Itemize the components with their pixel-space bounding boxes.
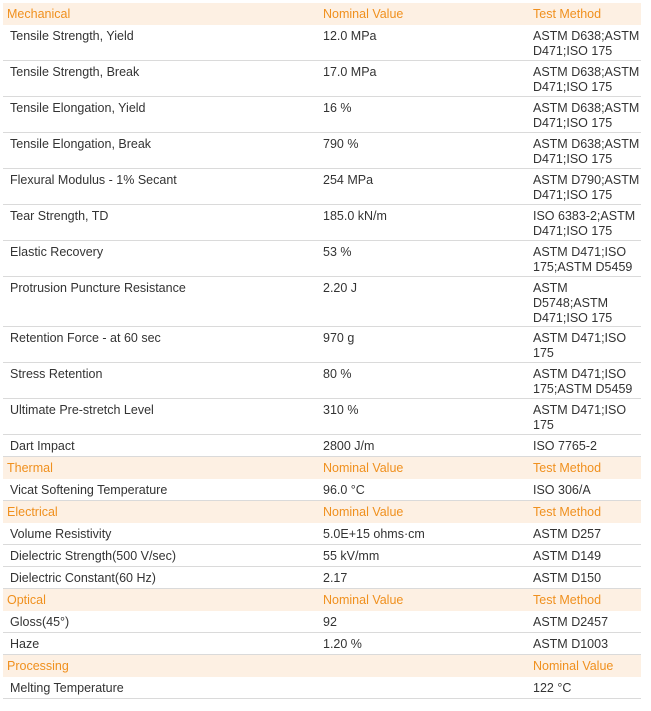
nominal-value xyxy=(323,677,533,698)
test-method: ASTM D638;ASTM D471;ISO 175 xyxy=(533,65,640,94)
table-row xyxy=(3,277,641,327)
table-row xyxy=(3,399,641,435)
test-method: ASTM D471;ISO 175;ASTM D5459 xyxy=(533,367,633,396)
table-row xyxy=(3,25,641,61)
property-name: Dart Impact xyxy=(10,439,75,453)
test-method: ASTM D5748;ASTM D471;ISO 175 xyxy=(533,281,613,325)
table-row xyxy=(3,97,641,133)
nominal-value: 2800 J/m xyxy=(323,439,375,453)
test-method: ASTM D2457 xyxy=(533,615,609,629)
property-name: Elastic Recovery xyxy=(10,245,104,259)
property-name: Stress Retention xyxy=(10,367,103,381)
nominal-value: 12.0 MPa xyxy=(323,29,377,43)
section-title: Electrical xyxy=(7,505,58,519)
nominal-value: 254 MPa xyxy=(323,173,374,187)
section-header-optical xyxy=(3,589,641,611)
test-method: ASTM D638;ASTM D471;ISO 175 xyxy=(533,137,640,166)
property-name: Volume Resistivity xyxy=(10,527,112,541)
section-title: Thermal xyxy=(7,461,53,475)
section-title: Processing xyxy=(7,659,69,673)
property-name: Dielectric Strength(500 V/sec) xyxy=(10,549,177,563)
test-method: ASTM D471;ISO 175 xyxy=(533,403,627,432)
nominal-value: 92 xyxy=(323,615,337,629)
nominal-value: 1.20 % xyxy=(323,637,362,651)
nominal-value: 80 % xyxy=(323,367,352,381)
test-method: ASTM D471;ISO 175;ASTM D5459 xyxy=(533,245,633,274)
test-method: ISO 306/A xyxy=(533,483,591,497)
table-row xyxy=(3,133,641,169)
property-name: Flexural Modulus - 1% Secant xyxy=(10,173,177,187)
table-row xyxy=(3,611,641,633)
table-row xyxy=(3,435,641,457)
property-name: Tensile Strength, Break xyxy=(10,65,140,79)
table-row xyxy=(3,327,641,363)
column-header-method: Nominal Value xyxy=(533,659,614,673)
test-method: ASTM D471;ISO 175 xyxy=(533,331,627,360)
nominal-value: 185.0 kN/m xyxy=(323,209,387,223)
table-row xyxy=(3,677,641,699)
property-name: Tensile Elongation, Yield xyxy=(10,101,146,115)
section-header-thermal xyxy=(3,457,641,479)
property-name: Haze xyxy=(10,637,40,651)
table-row xyxy=(3,567,641,589)
section-header-processing xyxy=(3,655,641,677)
property-name: Dielectric Constant(60 Hz) xyxy=(10,571,156,585)
table-row xyxy=(3,633,641,655)
property-name: Melting Temperature xyxy=(10,681,124,695)
nominal-value: 2.17 xyxy=(323,571,348,585)
table-row xyxy=(3,363,641,399)
column-header-value: Nominal Value xyxy=(323,461,404,475)
column-header-value: Nominal Value xyxy=(323,593,404,607)
table-row xyxy=(3,479,641,501)
column-header-value: Nominal Value xyxy=(323,7,404,21)
test-method: 122 °C xyxy=(533,681,572,695)
table-row xyxy=(3,205,641,241)
test-method: ASTM D257 xyxy=(533,527,602,541)
nominal-value: 310 % xyxy=(323,403,359,417)
nominal-value: 970 g xyxy=(323,331,355,345)
test-method: ISO 7765-2 xyxy=(533,439,597,453)
test-method: ASTM D150 xyxy=(533,571,602,585)
column-header-method: Test Method xyxy=(533,593,602,607)
section-title: Optical xyxy=(7,593,46,607)
table-row xyxy=(3,241,641,277)
property-name: Tensile Strength, Yield xyxy=(10,29,134,43)
nominal-value: 17.0 MPa xyxy=(323,65,377,79)
table-row xyxy=(3,523,641,545)
column-header-value: Nominal Value xyxy=(323,505,404,519)
table-row xyxy=(3,545,641,567)
property-name: Protrusion Puncture Resistance xyxy=(10,281,186,295)
property-datasheet xyxy=(3,3,641,699)
section-header-mechanical xyxy=(3,3,641,25)
property-name: Gloss(45°) xyxy=(10,615,70,629)
nominal-value: 53 % xyxy=(323,245,352,259)
column-header-method: Test Method xyxy=(533,461,602,475)
column-header-method: Test Method xyxy=(533,7,602,21)
table-row xyxy=(3,169,641,205)
test-method: ASTM D149 xyxy=(533,549,602,563)
nominal-value: 96.0 °C xyxy=(323,483,365,497)
property-name: Tensile Elongation, Break xyxy=(10,137,152,151)
test-method: ASTM D638;ASTM D471;ISO 175 xyxy=(533,101,640,130)
table-row xyxy=(3,61,641,97)
nominal-value: 5.0E+15 ohms·cm xyxy=(323,527,425,541)
column-header-method: Test Method xyxy=(533,505,602,519)
section-header-electrical xyxy=(3,501,641,523)
test-method: ASTM D638;ASTM D471;ISO 175 xyxy=(533,29,640,58)
nominal-value: 16 % xyxy=(323,101,352,115)
section-title: Mechanical xyxy=(7,7,71,21)
property-name: Ultimate Pre-stretch Level xyxy=(10,403,154,417)
nominal-value: 790 % xyxy=(323,137,359,151)
test-method: ISO 6383-2;ASTM D471;ISO 175 xyxy=(533,209,636,238)
nominal-value: 2.20 J xyxy=(323,281,358,295)
nominal-value: 55 kV/mm xyxy=(323,549,380,563)
test-method: ASTM D790;ASTM D471;ISO 175 xyxy=(533,173,640,202)
property-name: Tear Strength, TD xyxy=(10,209,109,223)
property-name: Vicat Softening Temperature xyxy=(10,483,168,497)
property-name: Retention Force - at 60 sec xyxy=(10,331,161,345)
test-method: ASTM D1003 xyxy=(533,637,609,651)
